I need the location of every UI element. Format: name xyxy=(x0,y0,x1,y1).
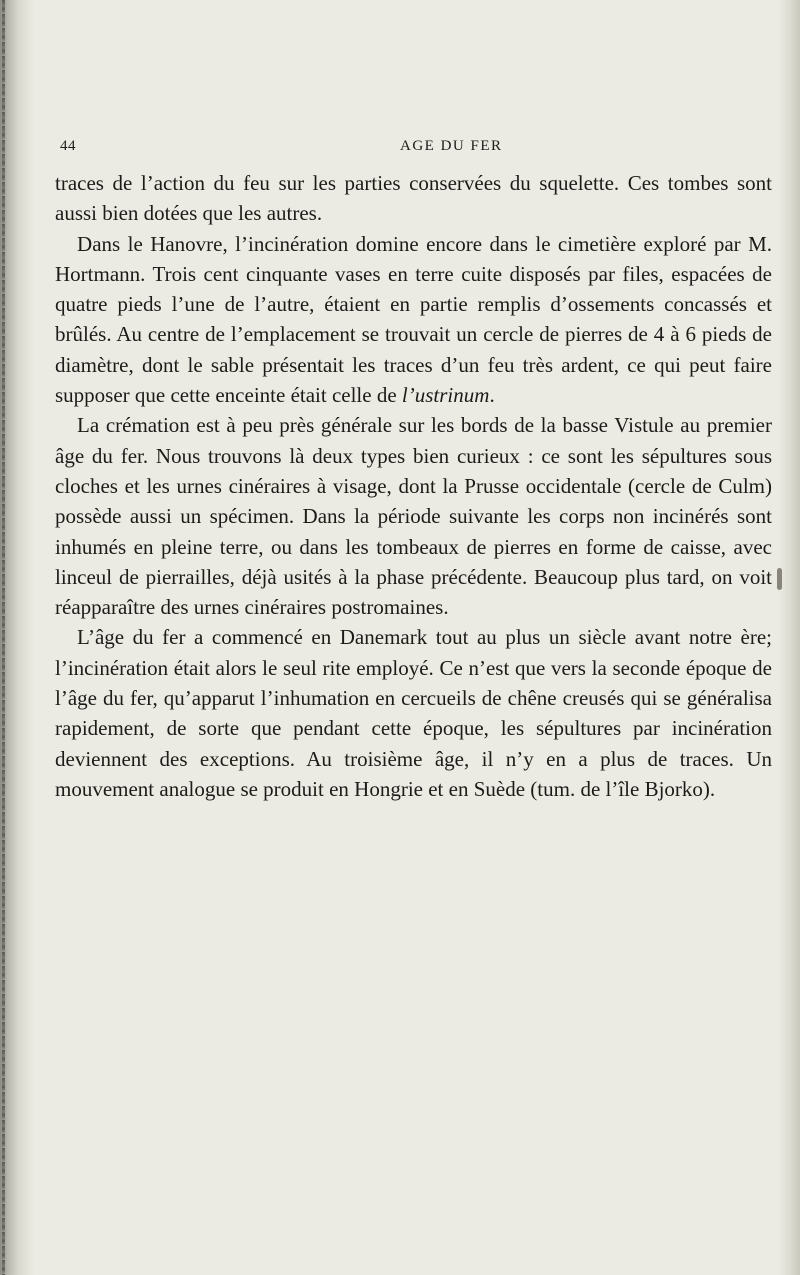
paragraph-4: L’âge du fer a commencé en Danemark tout au plus un siècle avant notre ère; l’incinération était alors le seul rite employé. Ce n’est que vers la seconde époque de l’âge du fer, qu’apparut l’inhumation en cercueils de chêne creusés qui se généralisa rapidement, de sorte que pendant cette époque, les sépultures par incinération deviennent des exceptions. Au troisième âge, il n’y en a plus de traces. Un mouvement analogue se produit en Hongrie et en Suède (tum. de l’île Bjorko). xyxy=(55,625,772,801)
paper-blemish xyxy=(777,568,782,590)
page-edge-left xyxy=(0,0,34,1275)
body-text xyxy=(55,168,772,804)
paragraph-1: traces de l’action du feu sur les parties conservées du squelette. Ces tombes sont aussi bien dotées que les autres. xyxy=(55,171,772,226)
page-header xyxy=(60,138,760,158)
running-head: AGE DU FER xyxy=(400,138,503,154)
page-number: 44 xyxy=(60,138,76,154)
paragraph-2-italic-term: l’ustrinum xyxy=(401,383,490,408)
paragraph-3: La crémation est à peu près générale sur les bords de la basse Vistule au premier âge du fer. Nous trouvons là deux types bien curieux : ce sont les sépultures sous cloches et les urnes cinéraires à visage, dont la Prusse occidentale (cercle de Culm) possède aussi un spécimen. Dans la période suivante les corps non incinérés sont inhumés en pleine terre, ou dans les tombeaux de pierres en forme de caisse, avec linceul de pierrailles, déjà usités à la phase précédente. Beaucoup plus tard, on voit réapparaître des urnes cinéraires postromaines. xyxy=(55,413,772,620)
paragraph-2-end: . xyxy=(489,383,495,408)
page-edge-right xyxy=(778,0,800,1275)
paragraph-2-text: Dans le Hanovre, l’incinération domine encore dans le cimetière exploré par M. Hortmann. Trois cent cinquante vases en terre cuite disposés par files, espacées de quatre pieds l’une de l’autre, étaient en partie remplis d’ossements concassés et brûlés. Au centre de l’emplacement se trouvait un cercle de pierres de 4 à 6 pieds de diamètre, dont le sable présentait les traces d’un feu très ardent, ce qui peut faire supposer que cette enceinte était celle de xyxy=(55,231,772,408)
paragraph-2 xyxy=(55,229,772,411)
